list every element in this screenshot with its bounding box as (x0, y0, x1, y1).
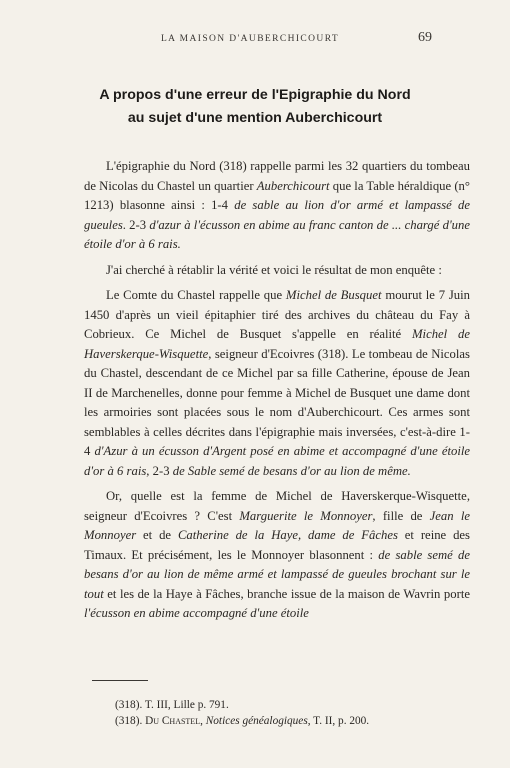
text-run: L'épigraphie du Nord (318) rappelle parmi les 32 quartiers du tombeau de Nicolas du Chastel un quartier (84, 159, 470, 193)
italic-run: Jean le Monnoyer (84, 508, 470, 542)
title-line-2: au sujet d'une mention Auberchicourt (127, 110, 383, 126)
article-body (84, 157, 470, 624)
running-head: LA MAISON D'AUBERCHICOURT (160, 34, 340, 44)
italic-run: Catherine de la Haye, dame de Fâches (177, 528, 398, 542)
text-run: , 2-3 (146, 463, 173, 478)
text-run: J'ai cherché à rétablir la vérité et voici le résultat de mon enquête : (106, 262, 442, 277)
footnotes (115, 697, 455, 729)
text-run: , T. II, p. 200. (307, 715, 370, 727)
paragraph-1 (84, 157, 470, 255)
text-run: et de (136, 528, 178, 542)
italic-run: Auberchicourt (256, 178, 330, 193)
text-run: , fille de (372, 508, 430, 523)
footnote-1: (318). T. III, Lille p. 791. (115, 699, 229, 711)
paragraph-3 (84, 286, 470, 481)
italic-run: l'écusson en abime accompagné d'une étoile (84, 606, 309, 620)
text-run: et les de la Haye à Fâches, branche issue de la maison de Wavrin porte (103, 586, 470, 601)
text-run: Or, quelle est la femme de Michel de Haverskerque-Wisquette, seigneur d'Ecoivres ? C'est (84, 489, 470, 523)
footnote-author: Du Chastel (145, 715, 201, 727)
title-line-1: A propos d'une erreur de l'Epigraphie du Nord (99, 87, 411, 103)
footnote-work-title: Notices généalogiques (205, 715, 308, 727)
italic-run: d'azur à l'écusson en abime au franc canton de ... chargé d'une étoile d'or à 6 rais. (84, 217, 470, 251)
italic-run: Michel de Haverskerque-Wisquette (84, 327, 470, 361)
article-title (40, 84, 470, 130)
text-run: , (200, 715, 206, 727)
footnote-number: (318). (115, 715, 146, 727)
page-number: 69 (418, 30, 432, 45)
italic-run: de sable semé de besans d'or au lion de même armé et lampassé de gueules brochant sur le tout (84, 547, 470, 601)
footnote-divider (92, 680, 148, 681)
paragraph-2 (84, 261, 470, 281)
italic-run: Michel de Busquet (285, 288, 382, 302)
italic-run: d'Azur à un écusson d'Argent posé en abime et accompagné d'une étoile d'or à 6 rais (84, 444, 470, 478)
italic-run: Marguerite le Monnoyer (239, 508, 373, 523)
text-run: , seigneur d'Ecoivres (318). Le tombeau de Nicolas du Chastel, descendant de ce Michel par sa fille Catherine, épouse de Jean II de Marchenelles, donne pour femme à Michel de Busquet une dame dont les armoiries sont placées sous le nom d'Auberchicourt. Ces armes sont semblables à celles décrites dans l'épigraphie mais inversées, c'est-à-dire 1-4 (84, 346, 470, 458)
text-run: que la Table héraldique (n° 1213) blasonne ainsi : 1-4 (84, 178, 470, 212)
text-run: . 2-3 (122, 217, 150, 232)
footnote-2 (115, 713, 455, 729)
text-run: mourut le 7 Juin 1450 d'après un vieil épitaphier tiré des archives du château du Fay à Cobrieux. Ce Michel de Busquet s'appelle en réalité (84, 288, 470, 341)
italic-run: de Sable semé de besans d'or au lion de même. (172, 463, 411, 478)
paragraph-4 (84, 487, 470, 624)
text-run: et reine des Timaux. Et précisément, les le Monnoyer blasonnent : (84, 528, 470, 562)
italic-run: de sable au lion d'or armé et lampassé de gueules (84, 198, 470, 232)
text-run: Le Comte du Chastel rappelle que (106, 288, 286, 302)
